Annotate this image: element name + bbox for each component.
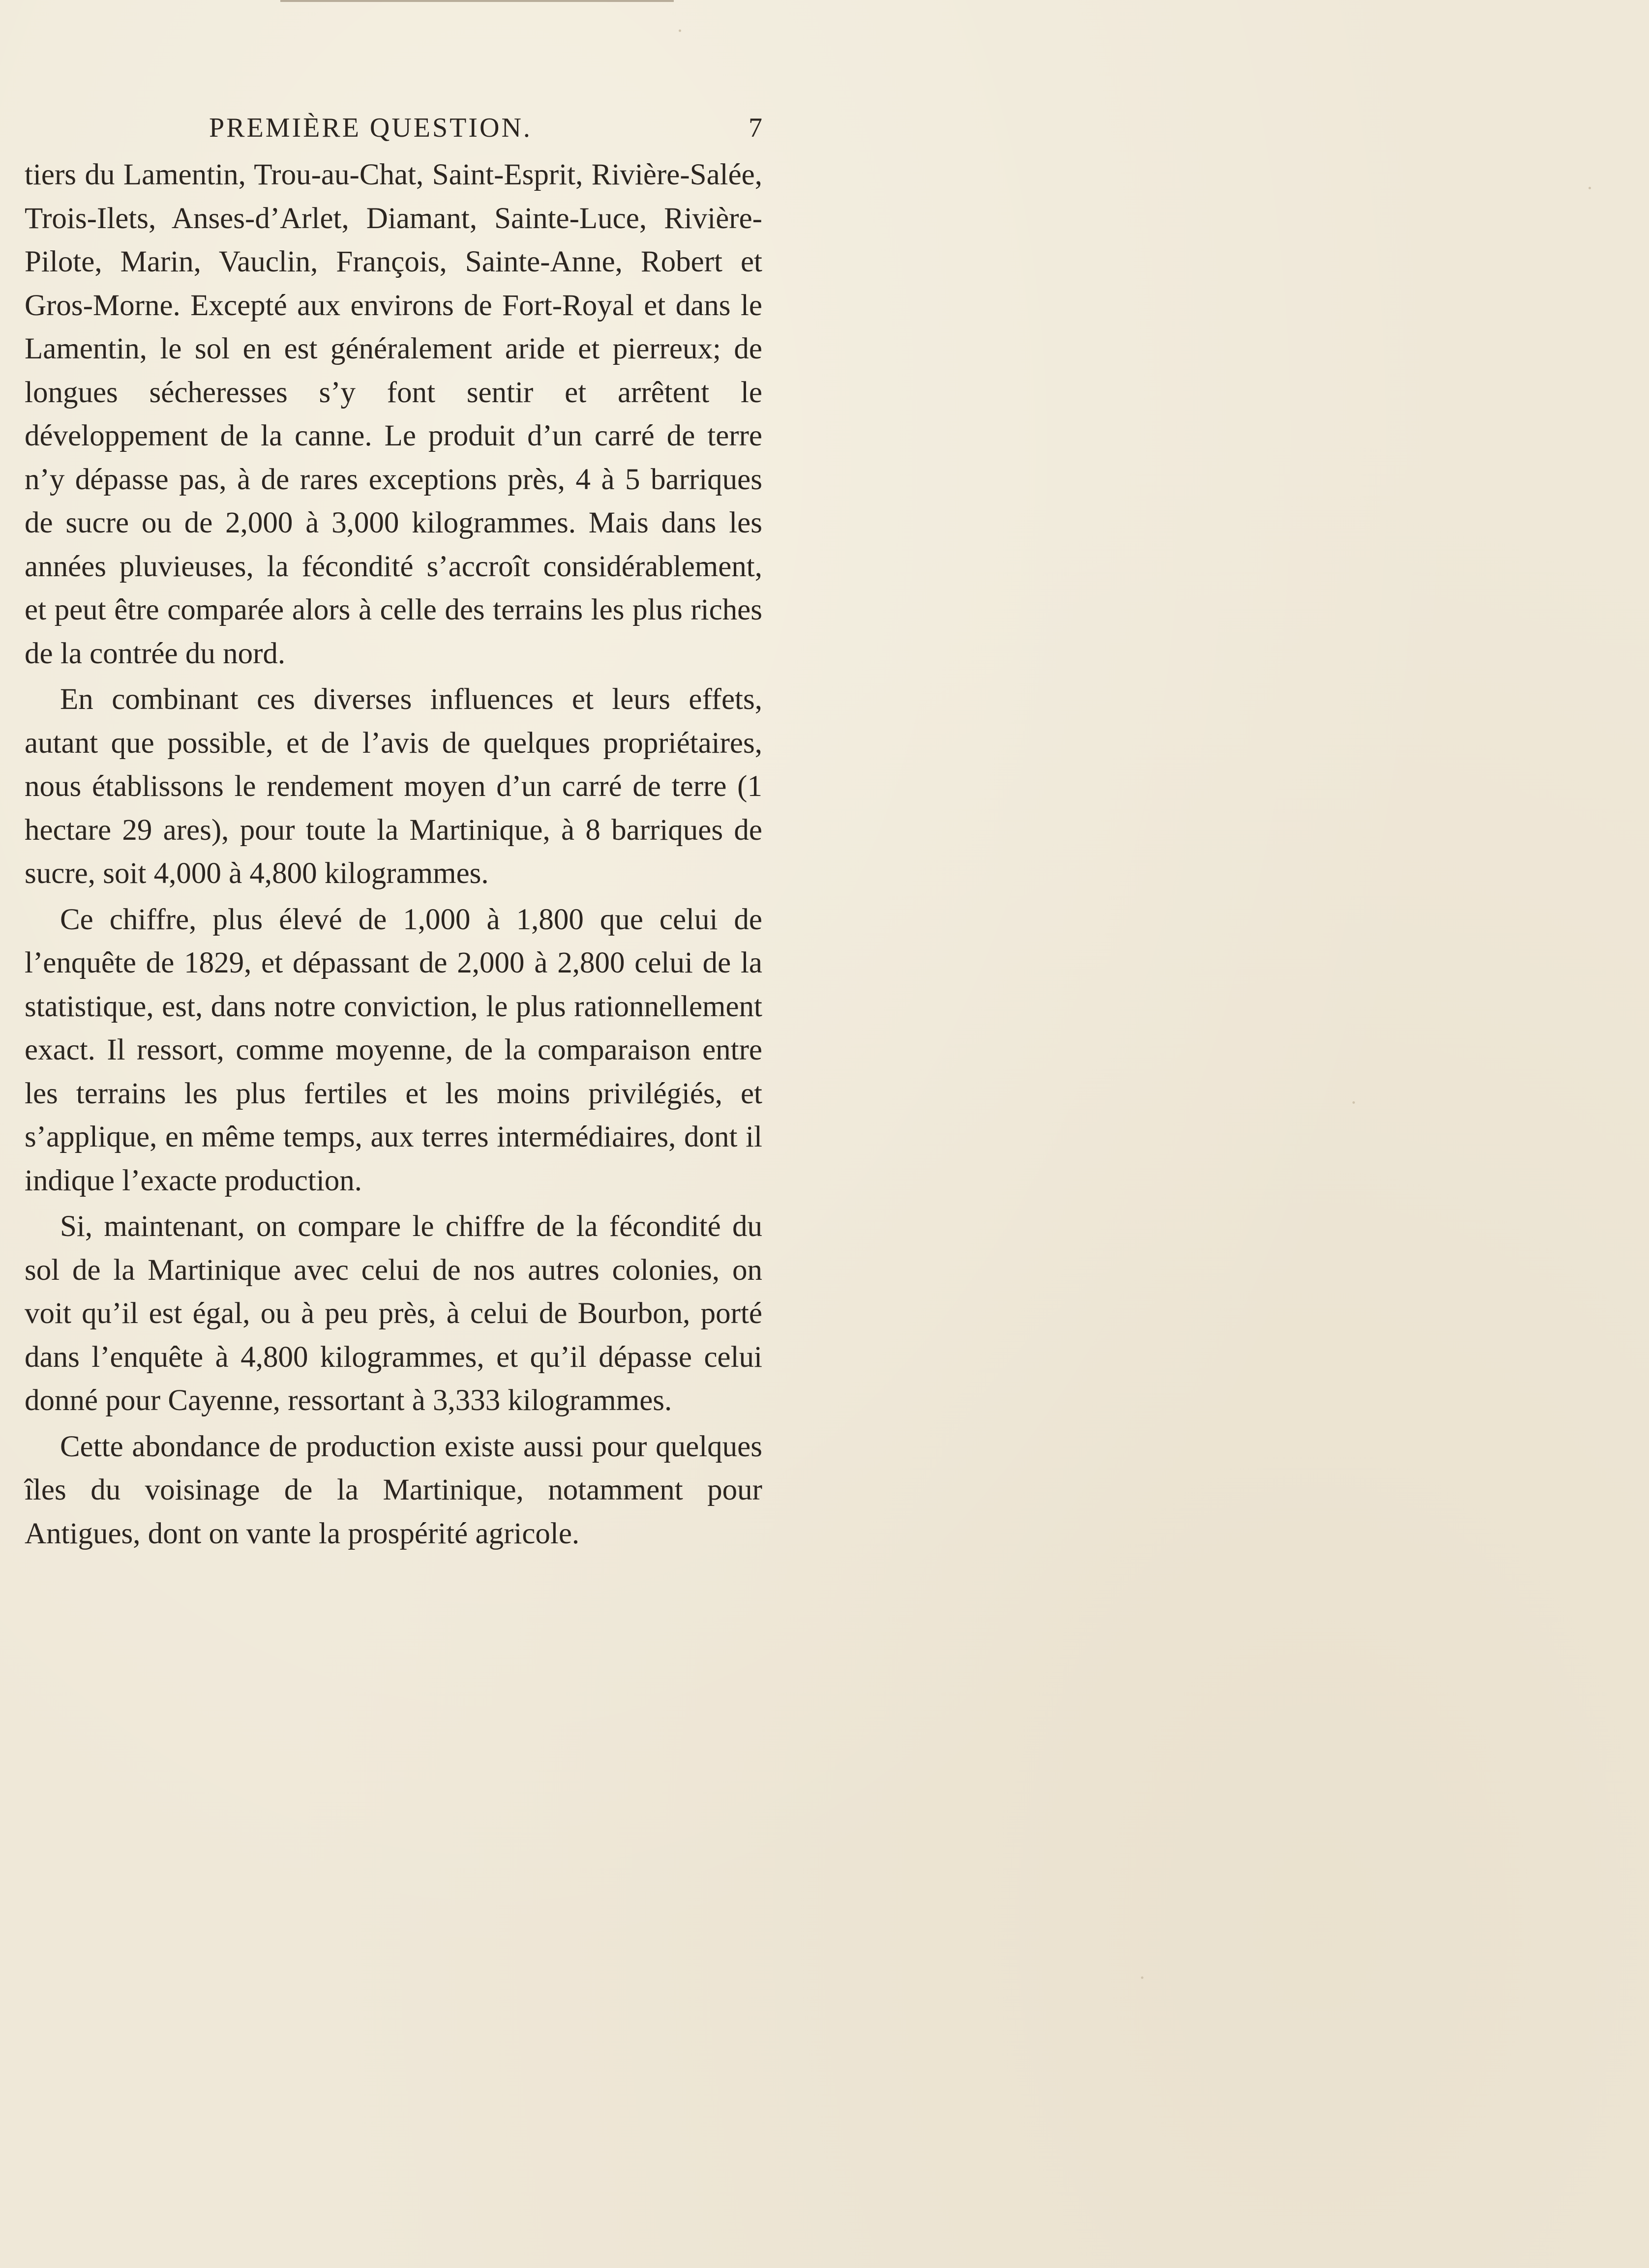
- paper-speck: [1141, 1976, 1143, 1979]
- paragraph-continued: tiers du Lamentin, Trou-au-Chat, Saint-Esprit, Rivière-Salée, Trois-Ilets, Anses-d’Arlet, Diamant, Sainte-Luce, Rivière-Pilote, Marin, Vauclin, François, Sainte-Anne, Robert et Gros-Morne. Excepté aux environs de Fort-Royal et dans le Lamentin, le sol en est généralement aride et pierreux; de longues sécheresses s’y font sentir et arrêtent le développement de la canne. Le produit d’un carré de terre n’y dépasse pas, à de rares exceptions près, 4 à 5 barriques de sucre ou de 2,000 à 3,000 kilogrammes. Mais dans les années pluvieuses, la fécondité s’accroît considérablement, et peut être comparée alors à celle des terrains les plus riches de la contrée du nord.: [25, 158, 762, 670]
- paper-speck: [1352, 1101, 1355, 1104]
- body-text: [25, 153, 762, 1558]
- top-edge-rule: [280, 0, 674, 2]
- paragraph: Cette abondance de production existe aussi pour quelques îles du voisinage de la Martinique, notamment pour Antigues, dont on vante la prospérité agricole.: [25, 1430, 762, 1550]
- paper-speck: [679, 29, 681, 32]
- page-number: 7: [749, 113, 762, 143]
- running-title: PREMIÈRE QUESTION.: [209, 113, 532, 143]
- paper-speck: [1589, 187, 1591, 189]
- paragraph: En combinant ces diverses influences et leurs effets, autant que possible, et de l’avis de quelques propriétaires, nous établissons le rendement moyen d’un carré de terre (1 hectare 29 ares), pour toute la Martinique, à 8 barriques de sucre, soit 4,000 à 4,800 kilogrammes.: [25, 683, 762, 890]
- paragraph: Ce chiffre, plus élevé de 1,000 à 1,800 que celui de l’enquête de 1829, et dépassant de 2,000 à 2,800 celui de la statistique, est, dans notre conviction, le plus rationnellement exact. Il ressort, comme moyenne, de la comparaison entre les terrains les plus fertiles et les moins privilégiés, et s’applique, en même temps, aux terres intermédiaires, dont il indique l’exacte production.: [25, 903, 762, 1197]
- running-head: [25, 112, 762, 147]
- paragraph: Si, maintenant, on compare le chiffre de la fécondité du sol de la Martinique avec celui de nos autres colonies, on voit qu’il est égal, ou à peu près, à celui de Bourbon, porté dans l’enquête à 4,800 kilogrammes, et qu’il dépasse celui donné pour Cayenne, ressortant à 3,333 kilogrammes.: [25, 1210, 762, 1417]
